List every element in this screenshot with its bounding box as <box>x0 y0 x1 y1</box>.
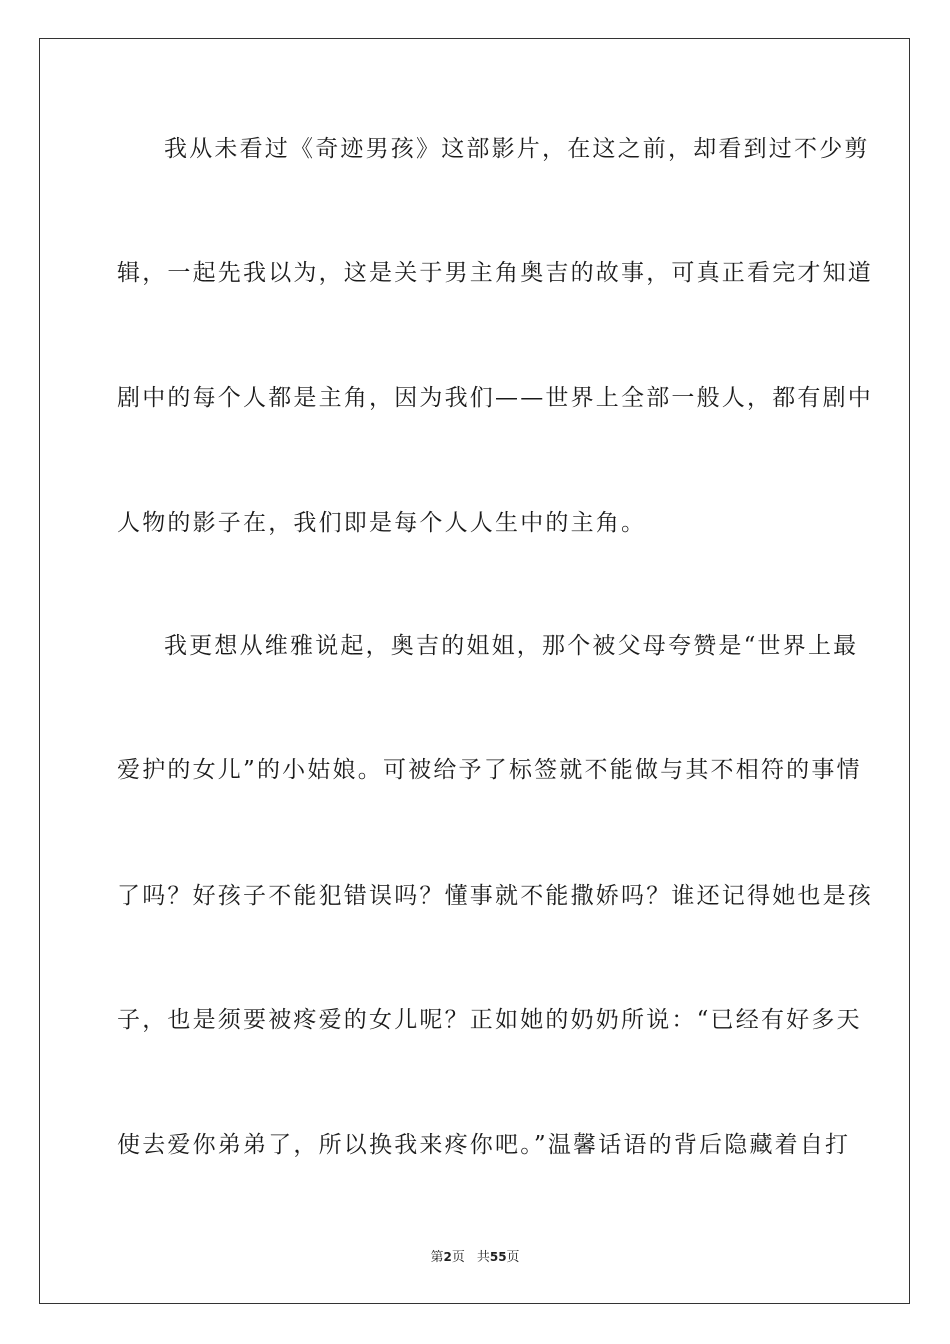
total-pages: 55 <box>489 1250 507 1264</box>
paragraph-1-line-1: 我从未看过《奇迹男孩》这部影片，在这之前，却看到过不少剪 <box>164 136 870 162</box>
page-label-suffix: 页 <box>451 1250 465 1265</box>
paragraph-2-line-5: 使去爱你弟弟了，所以换我来疼你吧。”温馨话语的背后隐藏着自打 <box>117 1132 851 1158</box>
paragraph-2-line-1: 我更想从维雅说起，奥吉的姐姐，那个被父母夸赞是“世界上最 <box>164 633 859 659</box>
page-footer <box>0 1248 950 1267</box>
paragraph-2-line-2: 爱护的女儿”的小姑娘。可被给予了标签就不能做与其不相符的事情 <box>117 757 862 783</box>
paragraph-2-line-4: 子，也是须要被疼爱的女儿呢？正如她的奶奶所说：“已经有好多天 <box>117 1007 862 1033</box>
paragraph-1-line-4: 人物的影子在，我们即是每个人人生中的主角。 <box>117 510 647 536</box>
page-border <box>39 38 910 1304</box>
page-label-prefix: 第 <box>430 1250 444 1265</box>
paragraph-2-line-3: 了吗？好孩子不能犯错误吗？懂事就不能撒娇吗？谁还记得她也是孩 <box>117 883 873 909</box>
paragraph-1-line-3: 剧中的每个人都是主角，因为我们——世界上全部一般人，都有剧中 <box>117 385 873 411</box>
total-label-prefix: 共 <box>476 1250 490 1265</box>
total-label-suffix: 页 <box>506 1250 520 1265</box>
page-number: 2 <box>443 1250 452 1264</box>
paragraph-1-line-2: 辑，一起先我以为，这是关于男主角奥吉的故事，可真正看完才知道 <box>117 260 873 286</box>
